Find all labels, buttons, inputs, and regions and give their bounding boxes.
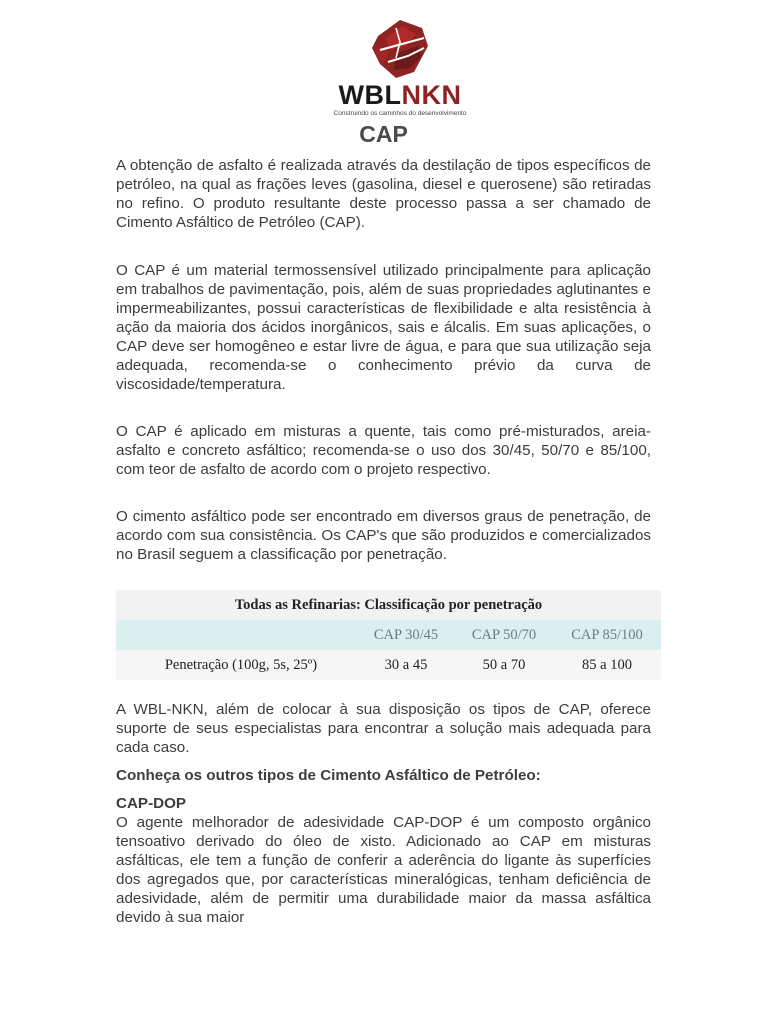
paragraph-capdop: O agente melhorador de adesividade CAP-DOP é um composto orgânico tensoativo derivado do óleo de xisto. Adicionado ao CAP em misturas asfálticas, ele tem a função de conferir a aderência do ligante às superfícies dos agregados que, por características mineralógicas, tenham deficiência de adesividade, além de permitir uma durabilidade maior da massa asfáltica devido à sua maior bbox=[116, 814, 651, 926]
paragraph-support: A WBL-NKN, além de colocar à sua disposição os tipos de CAP, oferece suporte de seus especialistas para encontrar a solução mais adequada para cada caso. bbox=[116, 701, 651, 756]
classification-table bbox=[116, 590, 661, 680]
section-heading-capdop: CAP-DOP bbox=[116, 795, 187, 812]
table-header-cell: CAP 85/100 bbox=[571, 627, 643, 643]
table-cell: 30 a 45 bbox=[384, 657, 428, 673]
page-title: CAP bbox=[359, 121, 408, 147]
paragraph-intro: A obtenção de asfalto é realizada através da destilação de tipos específicos de petróleo, na qual as frações leves (gasolina, diesel e querosene) são retiradas no refino. O produto resultante deste processo passa a ser chamado de Cimento Asfáltico de Petróleo (CAP). bbox=[116, 157, 651, 231]
table-cell: 50 a 70 bbox=[482, 657, 526, 673]
table-header-cell: CAP 30/45 bbox=[373, 627, 439, 643]
table-caption: Todas as Refinarias: Classificação por penetração bbox=[116, 590, 661, 620]
paragraph-properties: O CAP é um material termossensível utilizado principalmente para aplicação em trabalhos de pavimentação, pois, além de suas propriedades aglutinantes e impermeabilizantes, possui características de flexibilidade e alta resistência à ação da maioria dos ácidos inorgânicos, sais e álcalis. Em suas aplicações, o CAP deve ser homogêneo e estar livre de água, e para que sua utilização seja adequada, recomenda-se o conhecimento prévio da curva de viscosidade/temperatura. bbox=[116, 262, 651, 393]
paragraph-grades: O cimento asfáltico pode ser encontrado em diversos graus de penetração, de acordo com sua consistência. Os CAP's que são produzidos e comercializados no Brasil seguem a classificação por penetração. bbox=[116, 508, 651, 563]
logo-tagline: Construindo os caminhos do desenvolvimento bbox=[333, 110, 467, 117]
logo-emblem-icon bbox=[366, 16, 432, 82]
table-cell: Penetração (100g, 5s, 25º) bbox=[164, 657, 318, 673]
paragraph-application: O CAP é aplicado em misturas a quente, tais como pré-misturados, areia-asfalto e concreto asfáltico; recomenda-se o uso dos 30/45, 50/70 e 85/100, com teor de asfalto de acordo com o projeto respectivo. bbox=[116, 423, 651, 478]
logo-wordmark: WBLNKN bbox=[338, 80, 462, 110]
table-cell: 85 a 100 bbox=[582, 657, 632, 673]
table-header-row bbox=[116, 620, 661, 650]
section-heading-others: Conheça os outros tipos de Cimento Asfáltico de Petróleo: bbox=[116, 767, 541, 784]
company-logo bbox=[330, 14, 470, 118]
table-row bbox=[116, 650, 661, 680]
table-header-cell: CAP 50/70 bbox=[471, 627, 537, 643]
